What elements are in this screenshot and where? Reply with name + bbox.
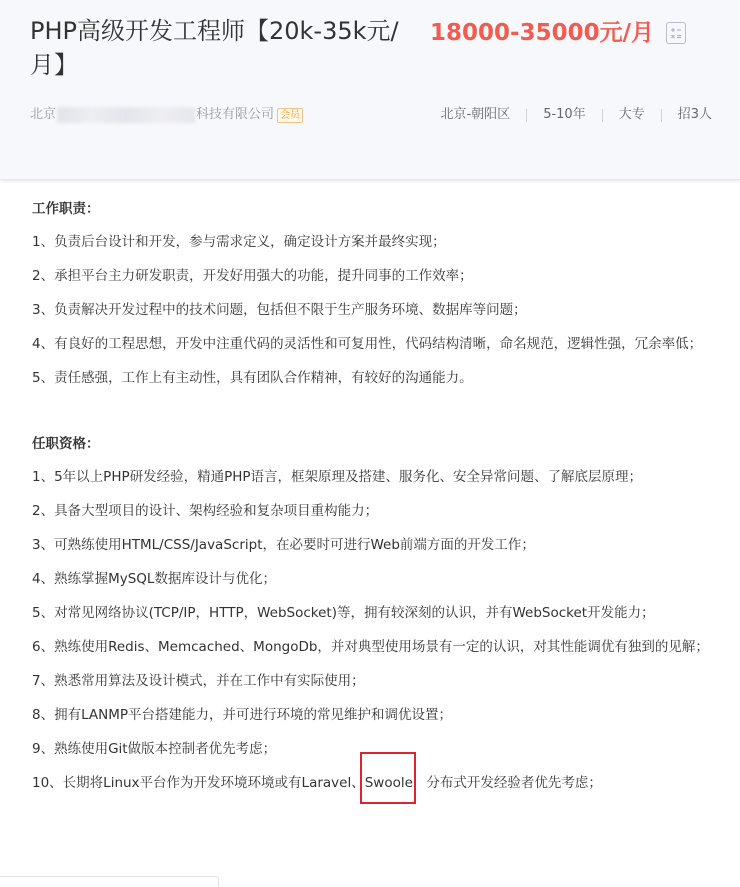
qualification-item: 3、可熟练使用HTML/CSS/JavaScript，在必要时可进行Web前端方面的开发工作； (32, 537, 535, 553)
company-name[interactable] (30, 104, 303, 126)
job-header (0, 0, 740, 180)
qualifications-heading: 任职资格： (32, 436, 100, 452)
highlight-box (360, 752, 416, 804)
job-description (32, 194, 722, 800)
job-headcount: 招3人 (677, 107, 712, 122)
qualification-item: 6、熟练使用Redis、Memcached、MongoDb，并对典型使用场景有一定的认识，对其性能调优有独到的见解； (32, 639, 709, 655)
job-education: 大专 (618, 107, 645, 122)
responsibilities-heading: 工作职责： (32, 201, 100, 217)
member-badge: 会员 (277, 108, 303, 123)
qualification-item: 7、熟悉常用算法及设计模式，并在工作中有实际使用； (32, 673, 365, 689)
last-item-suffix: ，分布式开发经验者优先考虑； (412, 775, 602, 791)
meta-divider (661, 109, 662, 122)
job-meta (440, 104, 712, 126)
responsibility-item: 5、责任感强，工作上有主动性，具有团队合作精神，有较好的沟通能力。 (32, 370, 473, 386)
bottom-panel-edge (0, 876, 219, 887)
meta-divider (602, 109, 603, 122)
swoole-text: Swoole (364, 775, 413, 791)
company-suffix: 科技有限公司 (196, 107, 275, 122)
job-location: 北京-朝阳区 (440, 107, 511, 122)
meta-divider (526, 109, 527, 122)
qualification-item: 2、具备大型项目的设计、架构经验和复杂项目重构能力； (32, 503, 379, 519)
responsibility-item: 4、有良好的工程思想，开发中注重代码的灵活性和可复用性，代码结构清晰，命名规范，逻辑性强，冗余率低； (32, 336, 703, 352)
swoole-highlight (365, 766, 413, 800)
qualification-item: 9、熟练使用Git做版本控制者优先考虑； (32, 741, 277, 757)
qualification-item: 1、5年以上PHP研发经验，精通PHP语言，框架原理及搭建、服务化、安全异常问题、了解底层原理； (32, 469, 643, 485)
qualification-item: 5、对常见网络协议(TCP/IP，HTTP，WebSocket)等，拥有较深刻的认识，并有WebSocket开发能力； (32, 605, 655, 621)
salary: 18000-35000元/月 (430, 20, 654, 46)
qualification-item-last (32, 766, 722, 800)
company-name-redacted (57, 107, 195, 123)
job-title: PHP高级开发工程师【20k-35k元/月】 (30, 17, 399, 79)
responsibility-item: 1、负责后台设计和开发，参与需求定义，确定设计方案并最终实现； (32, 234, 446, 250)
company-prefix: 北京 (30, 107, 57, 122)
responsibility-item: 3、负责解决开发过程中的技术问题，包括但不限于生产服务环境、数据库等问题； (32, 302, 527, 318)
calculator-icon[interactable] (666, 22, 686, 44)
qualification-item: 4、熟练掌握MySQL数据库设计与优化； (32, 571, 276, 587)
job-experience: 5-10年 (543, 107, 586, 122)
last-item-prefix: 10、长期将Linux平台作为开发环境环境或有Laravel、 (32, 775, 365, 791)
qualification-item: 8、拥有LANMP平台搭建能力，并可进行环境的常见维护和调优设置； (32, 707, 453, 723)
responsibility-item: 2、承担平台主力研发职责，开发好用强大的功能，提升同事的工作效率； (32, 268, 473, 284)
